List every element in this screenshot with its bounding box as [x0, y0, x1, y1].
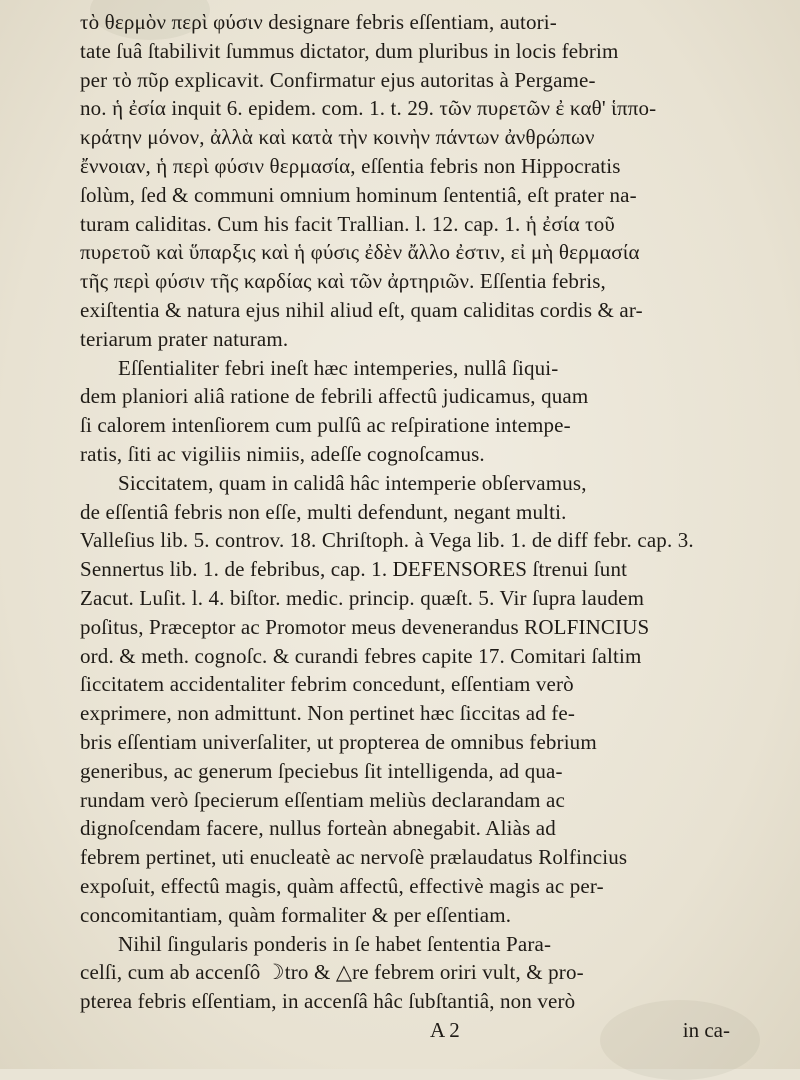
- catchword: in ca-: [682, 1017, 730, 1042]
- text-line: exprimere, non admittunt. Non pertinet hæc ſiccitas ad fe-: [80, 701, 576, 726]
- page-text: [80, 8, 740, 1045]
- text-line: concomitantiam, quàm formaliter & per eſſentiam.: [80, 902, 512, 927]
- text-line: teriarum prater naturam.: [80, 326, 289, 351]
- text-line: celſi, cum ab accenſô ☽tro & △re febrem oriri vult, & pro-: [80, 960, 584, 985]
- text-line: Valleſius lib. 5. controv. 18. Chriſtoph. à Vega lib. 1. de diff febr. cap. 3.: [80, 528, 694, 553]
- paragraph-start-line: Eſſentialiter febri ineſt hæc intemperies, nullâ ſiqui-: [118, 355, 559, 380]
- text-line: de eſſentiâ febris non eſſe, multi defendunt, negant multi.: [80, 499, 567, 524]
- signature-mark: A 2: [430, 1017, 460, 1042]
- text-line: pterea febris eſſentiam, in accenſâ hâc ſubſtantiâ, non verò: [80, 989, 576, 1014]
- text-line: no. ἡ ἐσία inquit 6. epidem. com. 1. t. 29. τῶν πυρετῶν ἐ καθ' ἱππο-: [80, 96, 657, 121]
- text-line: τὸ θερμὸν περὶ φύσιν designare febris eſſentiam, autori-: [80, 10, 557, 34]
- page-footer: [80, 1016, 740, 1045]
- text-line: πυρετοῦ καὶ ὕπαρξις καὶ ἡ φύσις ἐδὲν ἄλλο ἐστιν, εἰ μὴ θερμασία: [80, 240, 640, 265]
- text-line: rundam verò ſpecierum eſſentiam meliùs declarandam ac: [80, 787, 565, 812]
- text-line: Sennertus lib. 1. de febribus, cap. 1. DEFENSORES ſtrenui ſunt: [80, 557, 628, 582]
- text-line: ſiccitatem accidentaliter febrim concedunt, eſſentiam verò: [80, 672, 574, 697]
- text-line: dignoſcendam facere, nullus forteàn abnegabit. Aliàs ad: [80, 816, 556, 841]
- text-line: bris eſſentiam univerſaliter, ut propterea de omnibus febrium: [80, 729, 597, 754]
- text-line: κράτην μόνον, ἀλλὰ καὶ κατὰ τὴν κοινὴν πάντων ἀνθρώπων: [80, 125, 595, 150]
- text-line: ſolùm, ſed & communi omnium hominum ſententiâ, eſt prater na-: [80, 182, 637, 207]
- text-line: ἔννοιαν, ἡ περὶ φύσιν θερμασία, eſſentia febris non Hippocratis: [80, 153, 621, 178]
- text-line: dem planiori aliâ ratione de febrili affectû judicamus, quam: [80, 384, 589, 409]
- text-line: Zacut. Luſit. l. 4. biſtor. medic. princip. quæſt. 5. Vir ſupra laudem: [80, 585, 645, 610]
- text-line: ord. & meth. cognoſc. & curandi febres capite 17. Comitari ſaltim: [80, 643, 642, 668]
- text-line: exiſtentia & natura ejus nihil aliud eſt, quam caliditas cordis & ar-: [80, 297, 643, 322]
- paragraph-start-line: Siccitatem, quam in calidâ hâc intemperie obſervamus,: [118, 470, 587, 495]
- text-line: febrem pertinet, uti enucleatè ac nervoſè prælaudatus Rolfincius: [80, 845, 628, 870]
- text-line: τῆς περὶ φύσιν τῆς καρδίας καὶ τῶν ἀρτηριῶν. Eſſentia febris,: [80, 269, 606, 294]
- text-line: generibus, ac generum ſpeciebus ſit intelligenda, ad qua-: [80, 758, 563, 783]
- text-line: poſitus, Præceptor ac Promotor meus devenerandus ROLFINCIUS: [80, 614, 650, 639]
- text-line: turam caliditas. Cum his facit Trallian. l. 12. cap. 1. ἡ ἐσία τοῦ: [80, 211, 615, 236]
- paragraph-start-line: Nihil ſingularis ponderis in ſe habet ſententia Para-: [118, 931, 552, 956]
- text-line: tate ſuâ ſtabilivit ſummus dictator, dum pluribus in locis febrim: [80, 38, 619, 63]
- text-line: expoſuit, effectû magis, quàm affectû, effectivè magis ac per-: [80, 873, 604, 898]
- text-line: ratis, ſiti ac vigiliis nimiis, adeſſe cognoſcamus.: [80, 441, 485, 466]
- text-line: per τὸ πῦρ explicavit. Confirmatur ejus autoritas à Pergame-: [80, 67, 596, 92]
- text-line: ſi calorem intenſiorem cum pulſû ac reſpiratione intempe-: [80, 413, 571, 438]
